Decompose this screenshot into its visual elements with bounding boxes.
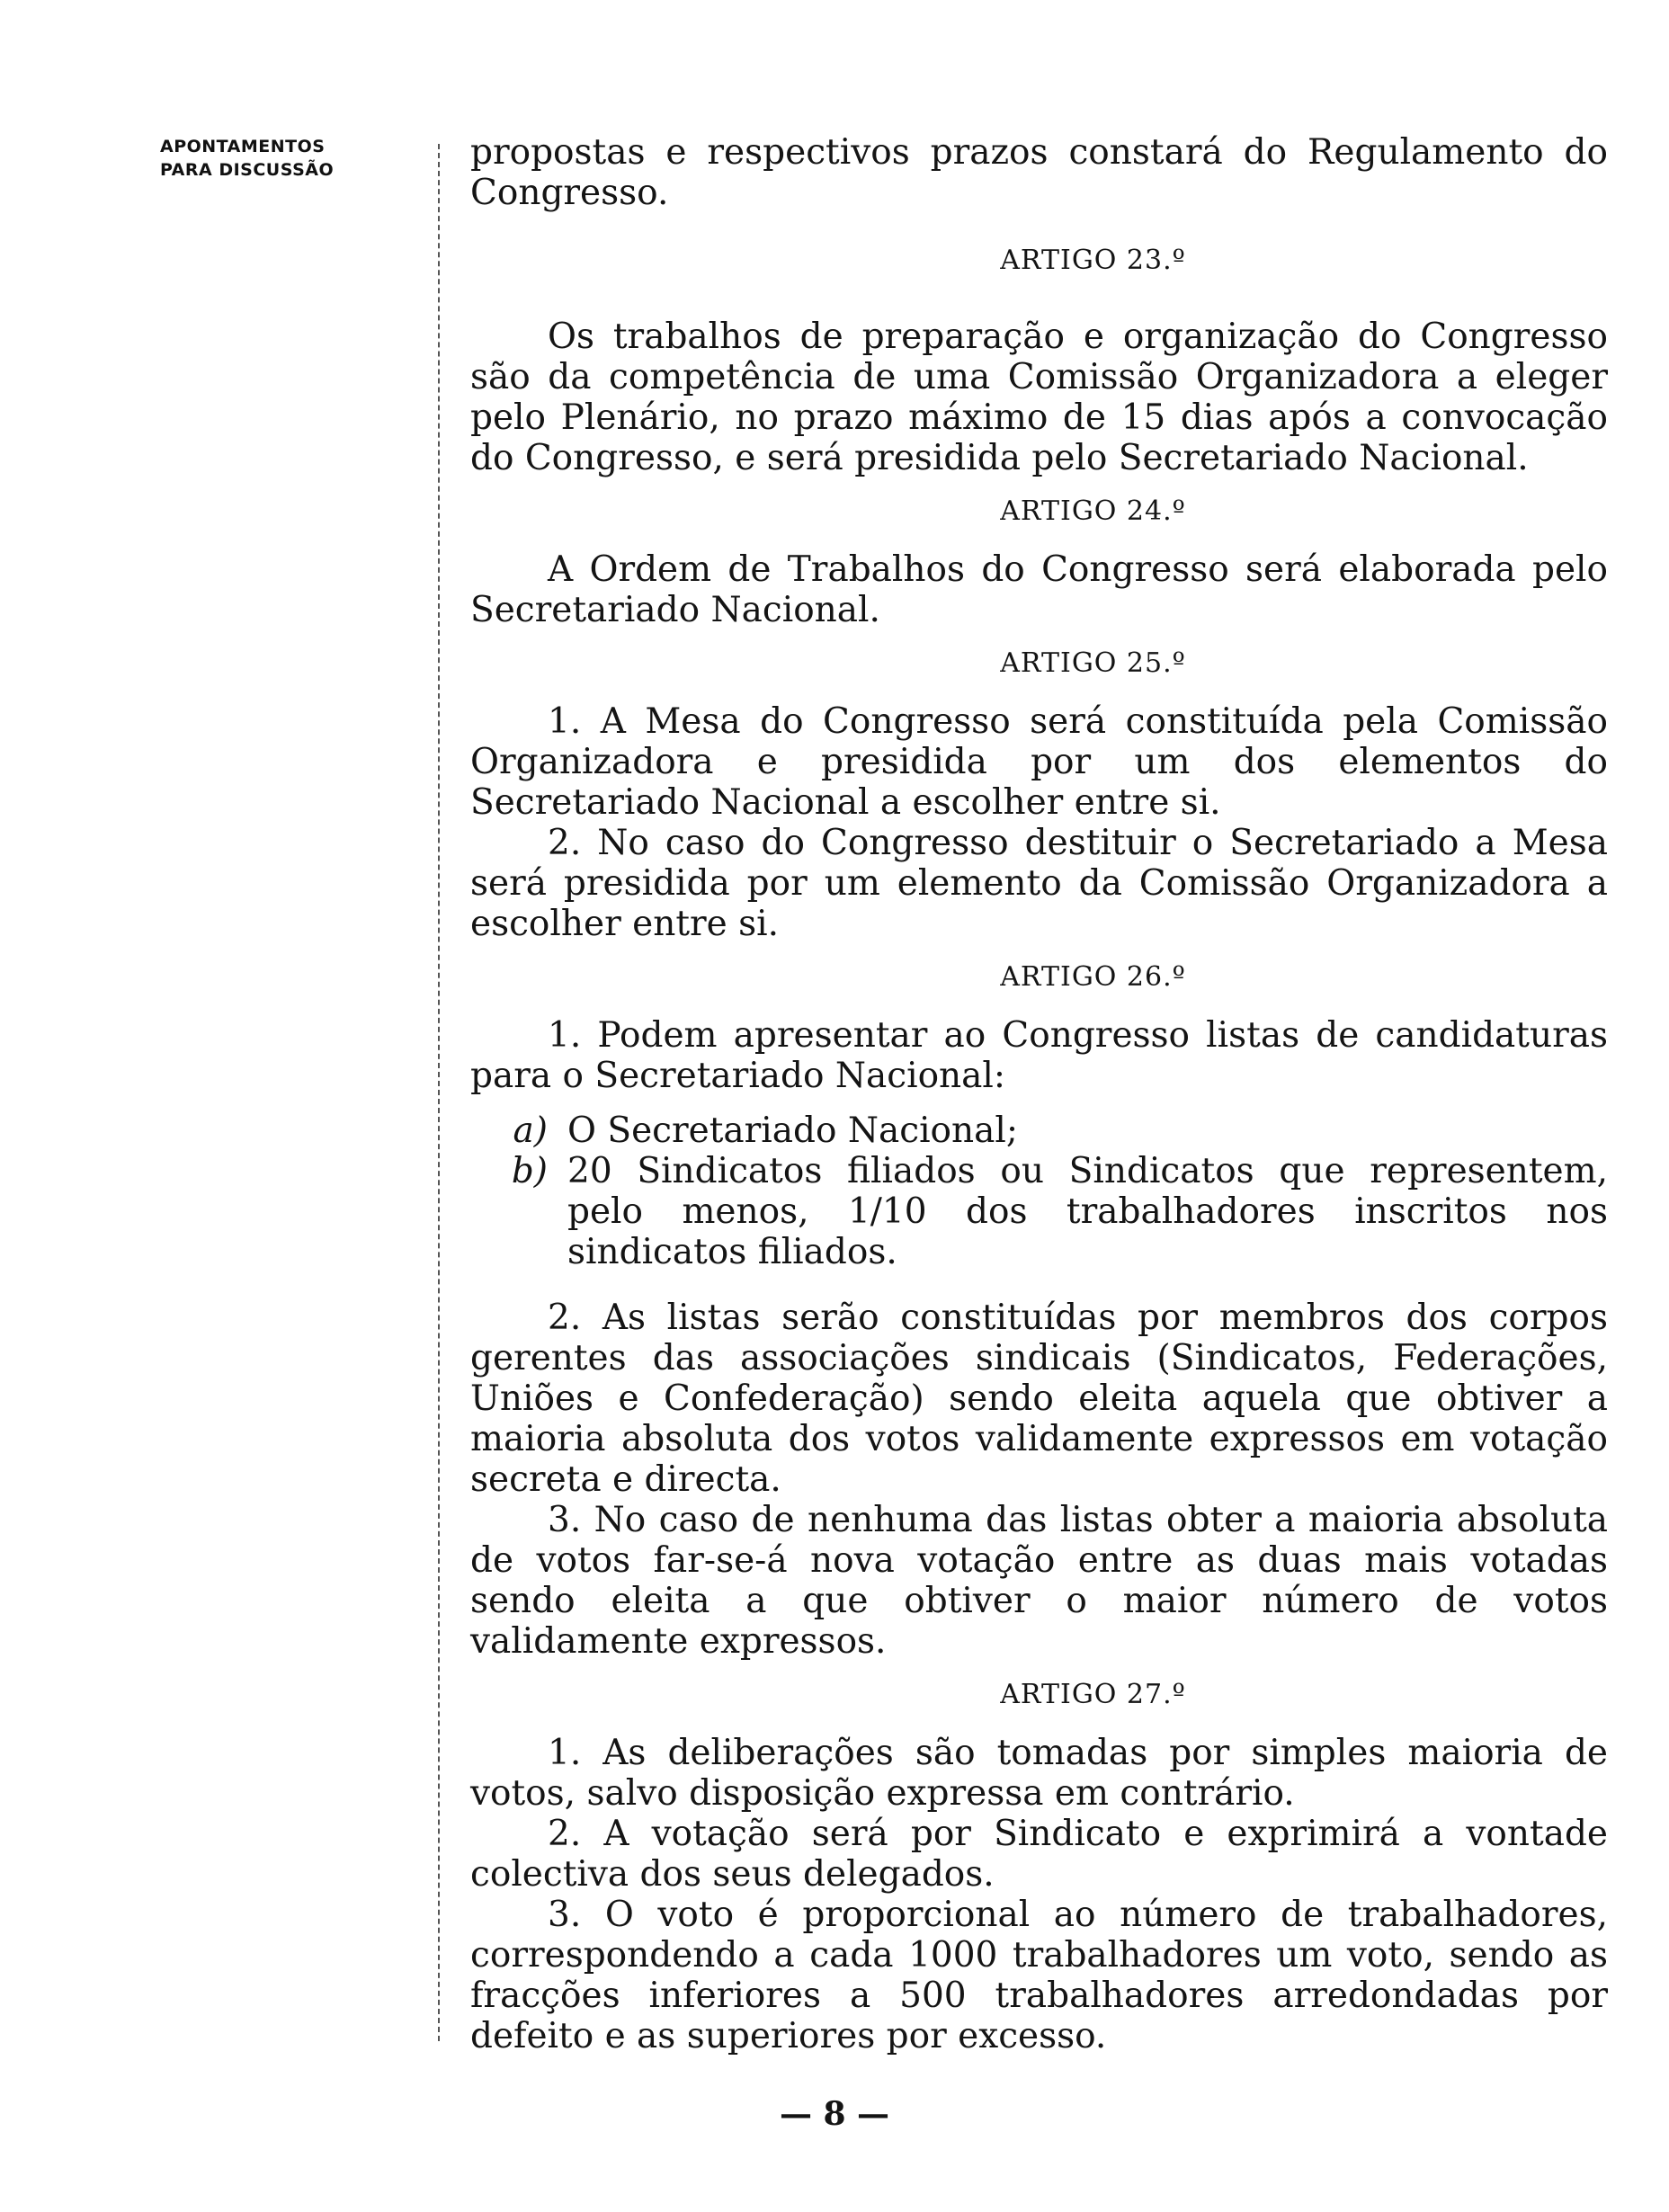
article-24-heading: ARTIGO 24.º <box>1000 495 1186 527</box>
article-24-text: A Ordem de Trabalhos do Congresso será elaborada pelo Secretariado Nacional. <box>470 549 1608 630</box>
list-item-text: 20 Sindicatos filiados ou Sindicatos que representem, pelo menos, 1/10 dos trabalhadores inscritos nos sindicatos filiados. <box>567 1151 1608 1272</box>
margin-note <box>160 135 421 182</box>
margin-rule <box>438 144 440 2041</box>
article-27-paragraph-3: 3. O voto é proporcional ao número de trabalhadores, correspondendo a cada 1000 trabalhadores um voto, sendo as fracções inferiores a 500 trabalhadores arredondadas por defeito e as superiores por excesso. <box>470 1895 1608 2056</box>
list-item <box>470 1110 1608 1151</box>
list-item <box>470 1151 1608 1272</box>
page-number: — 8 — <box>779 2095 890 2133</box>
article-25-paragraph-1: 1. A Mesa do Congresso será constituída pela Comissão Organizadora e presidida por um dos elementos do Secretariado Nacional a escolher entre si. <box>470 701 1608 823</box>
article-26-list <box>470 1110 1608 1272</box>
article-27-paragraph-2: 2. A votação será por Sindicato e exprimirá a vontade colectiva dos seus delegados. <box>470 1814 1608 1895</box>
margin-note-line-2: PARA DISCUSSÃO <box>160 160 335 180</box>
article-26-paragraph-1: 1. Podem apresentar ao Congresso listas de candidaturas para o Secretariado Nacional: <box>470 1015 1608 1096</box>
article-26-paragraph-2: 2. As listas serão constituídas por membros dos corpos gerentes das associações sindicais (Sindicatos, Federações, Uniões e Confederação) sendo eleita aquela que obtiver a maioria absoluta dos votos validamente expressos em votação secreta e directa. <box>470 1298 1608 1500</box>
list-item-label: a) <box>513 1110 548 1151</box>
article-25-heading: ARTIGO 25.º <box>1000 647 1186 679</box>
list-item-label: b) <box>511 1151 548 1191</box>
document-body <box>470 132 1608 2056</box>
article-26-paragraph-3: 3. No caso de nenhuma das listas obter a maioria absoluta de votos far-se-á nova votação entre as duas mais votadas sendo eleita a que obtiver o maior número de votos validamente expressos. <box>470 1500 1608 1662</box>
list-item-text: O Secretariado Nacional; <box>567 1110 1019 1151</box>
article-27-paragraph-1: 1. As deliberações são tomadas por simples maioria de votos, salvo disposição expressa em contrário. <box>470 1733 1608 1814</box>
article-23-heading: ARTIGO 23.º <box>1000 245 1186 276</box>
continuation-paragraph: propostas e respectivos prazos constará do Regulamento do Congresso. <box>470 132 1608 213</box>
article-26-heading: ARTIGO 26.º <box>1000 961 1186 993</box>
article-23-text: Os trabalhos de preparação e organização do Congresso são da competência de uma Comissão Organizadora a eleger pelo Plenário, no prazo máximo de 15 dias após a convocação do Congresso, e será presidida pelo Secretariado Nacional. <box>470 317 1608 478</box>
article-27-heading: ARTIGO 27.º <box>1000 1679 1186 1710</box>
margin-note-line-1: APONTAMENTOS <box>160 137 326 156</box>
article-25-paragraph-2: 2. No caso do Congresso destituir o Secretariado a Mesa será presidida por um elemento da Comissão Organizadora a escolher entre si. <box>470 823 1608 944</box>
